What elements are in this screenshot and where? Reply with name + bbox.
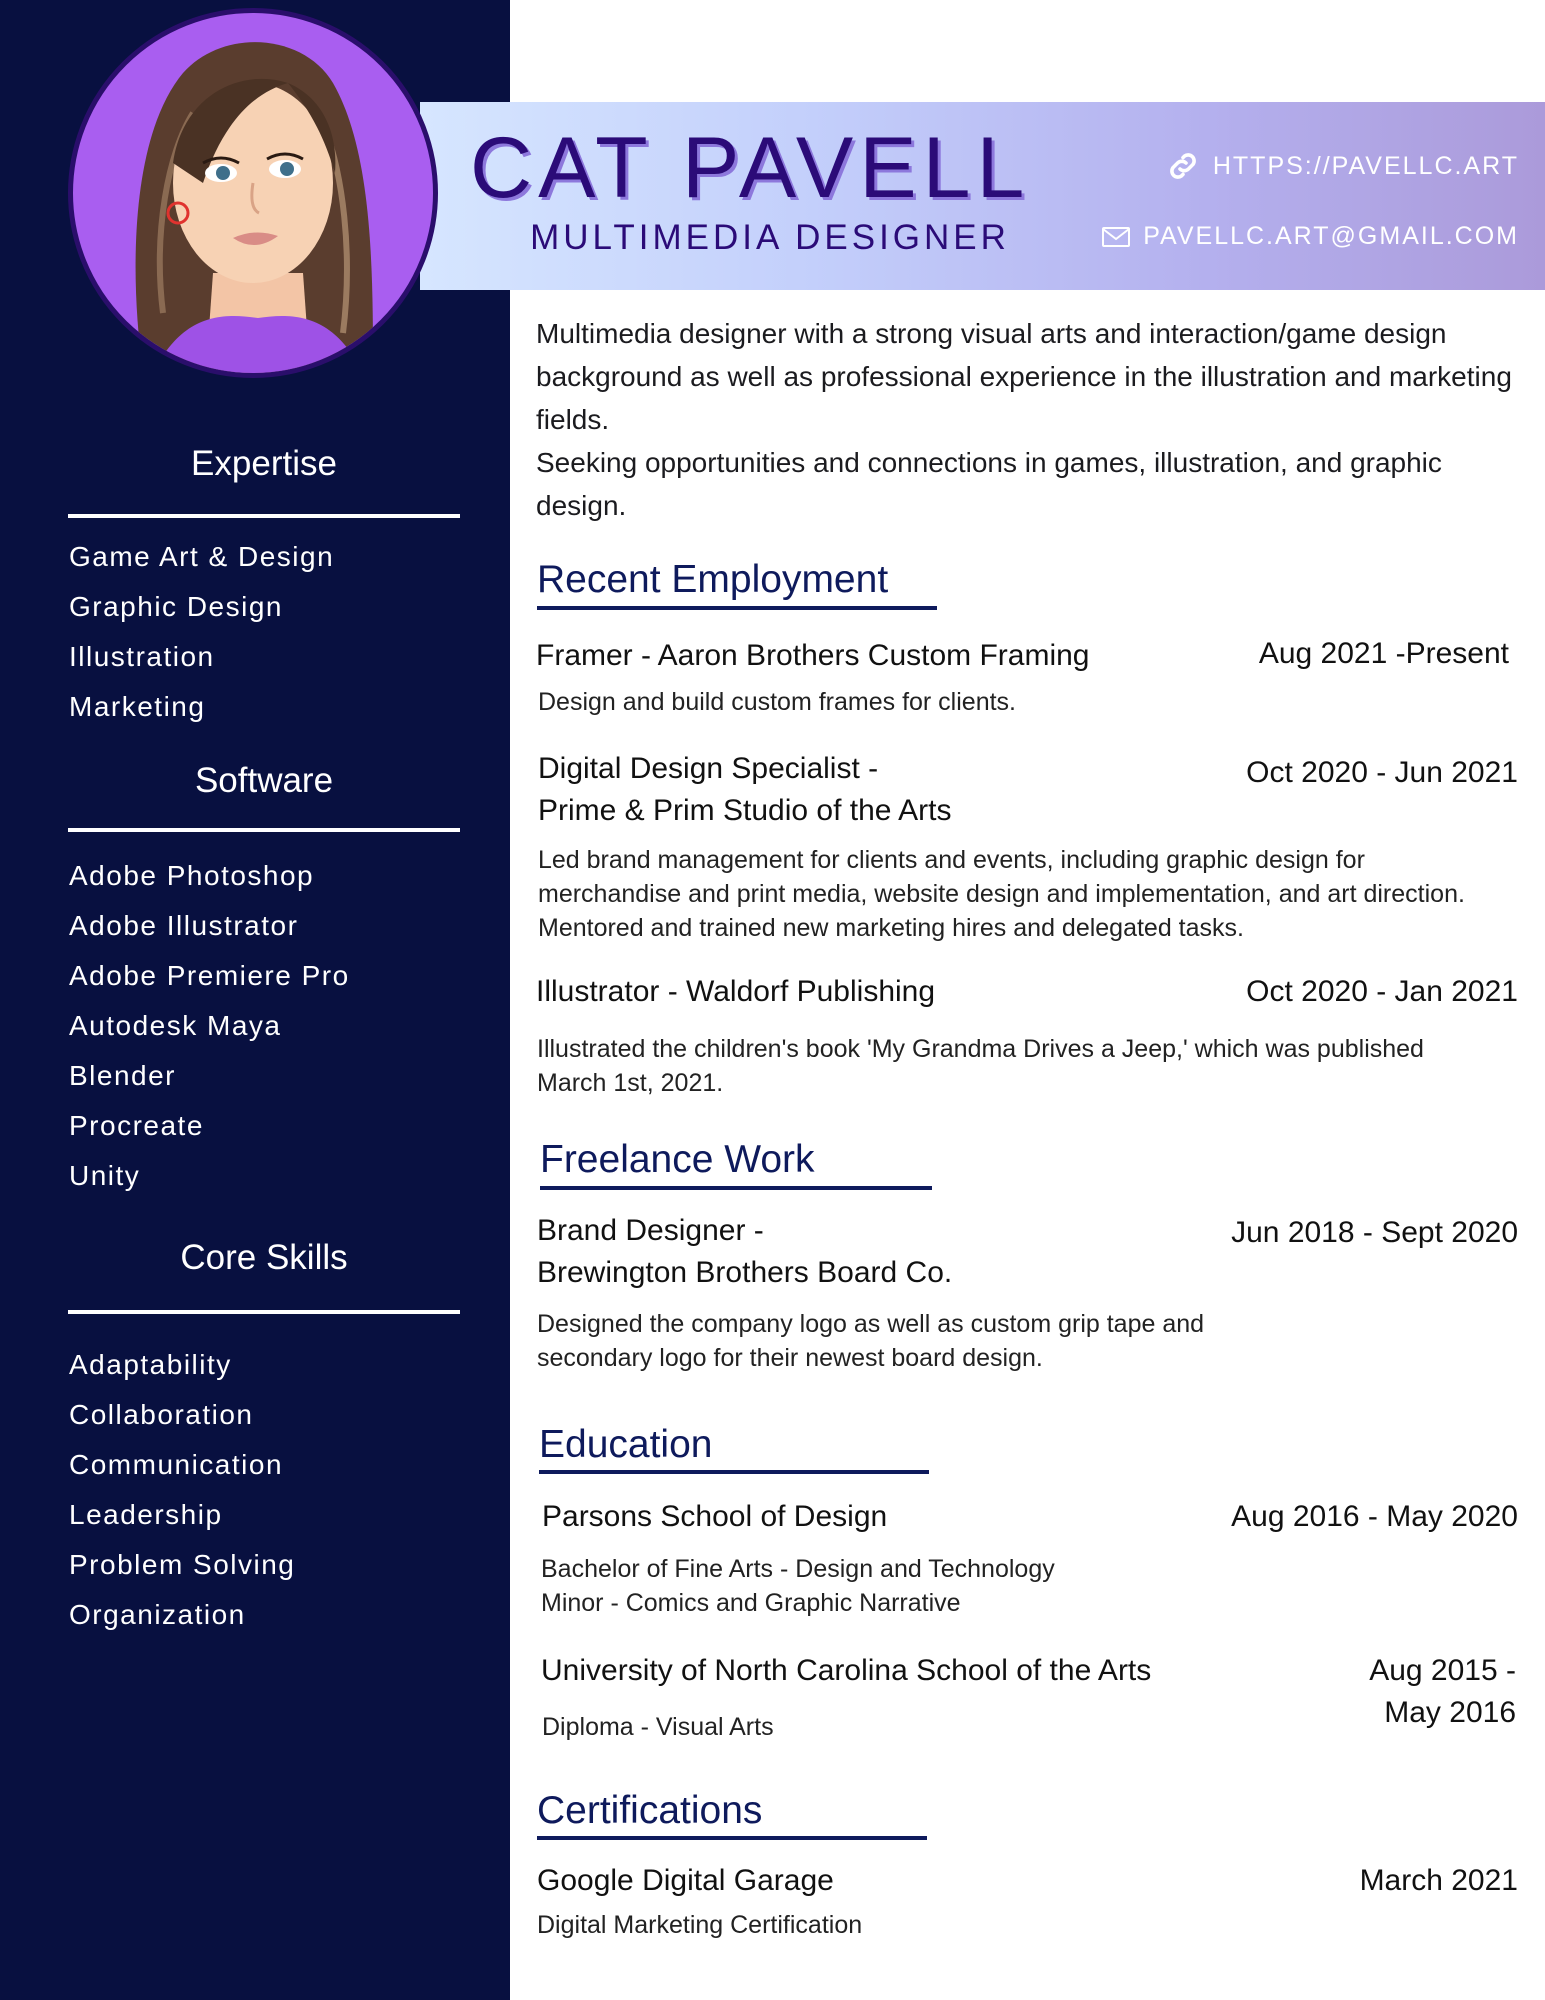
list-item: Autodesk Maya — [69, 1010, 282, 1041]
employment-heading: Recent Employment — [537, 558, 889, 601]
certifications-divider — [537, 1836, 927, 1840]
skills-list — [69, 1340, 295, 1640]
expertise-heading: Expertise — [191, 444, 337, 483]
job-date: Oct 2020 - Jun 2021 — [1246, 756, 1518, 789]
list-item: Blender — [69, 1060, 177, 1091]
job-title: Framer - Aaron Brothers Custom Framing — [536, 639, 1090, 672]
cert-description: Digital Marketing Certification — [537, 1911, 863, 1939]
list-item: Leadership — [69, 1499, 223, 1530]
degree-line: Bachelor of Fine Arts - Design and Technology — [541, 1555, 1055, 1583]
education-heading: Education — [539, 1423, 713, 1466]
list-item: Adobe Illustrator — [69, 910, 299, 941]
school-name: Parsons School of Design — [542, 1500, 888, 1533]
list-item: Adobe Photoshop — [69, 860, 315, 891]
job-title: Brewington Brothers Board Co. — [537, 1256, 953, 1289]
list-item: Procreate — [69, 1110, 204, 1141]
skills-heading: Core Skills — [180, 1238, 348, 1277]
school-date: Aug 2016 - May 2020 — [1231, 1500, 1518, 1533]
skills-divider — [68, 1310, 460, 1314]
degree-line: Minor - Comics and Graphic Narrative — [541, 1589, 961, 1617]
summary-paragraph: Seeking opportunities and connections in games, illustration, and graphic design. — [536, 447, 1442, 521]
profile-summary — [536, 312, 1526, 527]
job-title: Prime & Prim Studio of the Arts — [538, 794, 952, 827]
list-item: Organization — [69, 1599, 246, 1630]
job-title: Digital Design Specialist - — [538, 752, 879, 785]
list-item: Illustration — [69, 641, 215, 672]
list-item: Collaboration — [69, 1399, 254, 1430]
job-date: Jun 2018 - Sept 2020 — [1231, 1216, 1518, 1249]
job-description: Designed the company logo as well as custom grip tape and secondary logo for their newest board design. — [537, 1310, 1205, 1372]
link-icon — [1165, 148, 1201, 184]
education-divider — [539, 1470, 929, 1474]
school-date: Aug 2015 - — [1369, 1654, 1516, 1687]
job-description: Led brand management for clients and events, including graphic design for merchandise and print media, website design and implementation, and art direction. Mentored and trained new marketing hires and delegated tasks. — [538, 846, 1465, 942]
school-name: University of North Carolina School of the Arts — [541, 1654, 1152, 1687]
job-description: Illustrated the children's book 'My Grandma Drives a Jeep,' which was published March 1st, 2021. — [537, 1035, 1424, 1097]
mail-icon — [1101, 225, 1131, 249]
email-text: PAVELLC.ART@GMAIL.COM — [1143, 222, 1519, 250]
email-link[interactable] — [1101, 222, 1519, 251]
list-item: Graphic Design — [69, 591, 283, 622]
employment-divider — [537, 606, 937, 610]
list-item: Adaptability — [69, 1349, 232, 1380]
list-item: Communication — [69, 1449, 284, 1480]
portrait-illustration — [73, 13, 433, 373]
job-description: Design and build custom frames for clients. — [538, 688, 1016, 716]
website-link[interactable] — [1165, 148, 1519, 184]
summary-paragraph: Multimedia designer with a strong visual arts and interaction/game design background as well as professional experience in the illustration and marketing fields. — [536, 318, 1512, 435]
software-divider — [68, 828, 460, 832]
avatar — [68, 8, 438, 378]
certifications-heading: Certifications — [537, 1789, 763, 1832]
software-heading: Software — [194, 761, 334, 800]
software-list — [69, 851, 350, 1201]
job-date: Oct 2020 - Jan 2021 — [1246, 975, 1518, 1008]
job-date: Aug 2021 -Present — [1258, 637, 1509, 670]
list-item: Adobe Premiere Pro — [69, 960, 350, 991]
list-item: Game Art & Design — [69, 541, 335, 572]
list-item: Problem Solving — [69, 1549, 296, 1580]
job-title: Illustrator - Waldorf Publishing — [536, 975, 936, 1008]
cert-name: Google Digital Garage — [537, 1864, 834, 1897]
list-item: Marketing — [69, 691, 206, 722]
school-date: May 2016 — [1384, 1696, 1516, 1729]
freelance-divider — [540, 1186, 932, 1190]
job-role: MULTIMEDIA DESIGNER — [530, 218, 1010, 257]
cert-date: March 2021 — [1359, 1864, 1518, 1897]
freelance-heading: Freelance Work — [540, 1138, 815, 1181]
degree-line: Diploma - Visual Arts — [542, 1713, 774, 1741]
applicant-name: CAT PAVELL — [470, 120, 1031, 216]
expertise-list — [69, 532, 334, 732]
website-text: HTTPS://PAVELLC.ART — [1212, 151, 1519, 180]
expertise-divider — [68, 514, 460, 518]
list-item: Unity — [69, 1160, 141, 1191]
job-title: Brand Designer - — [537, 1214, 764, 1247]
